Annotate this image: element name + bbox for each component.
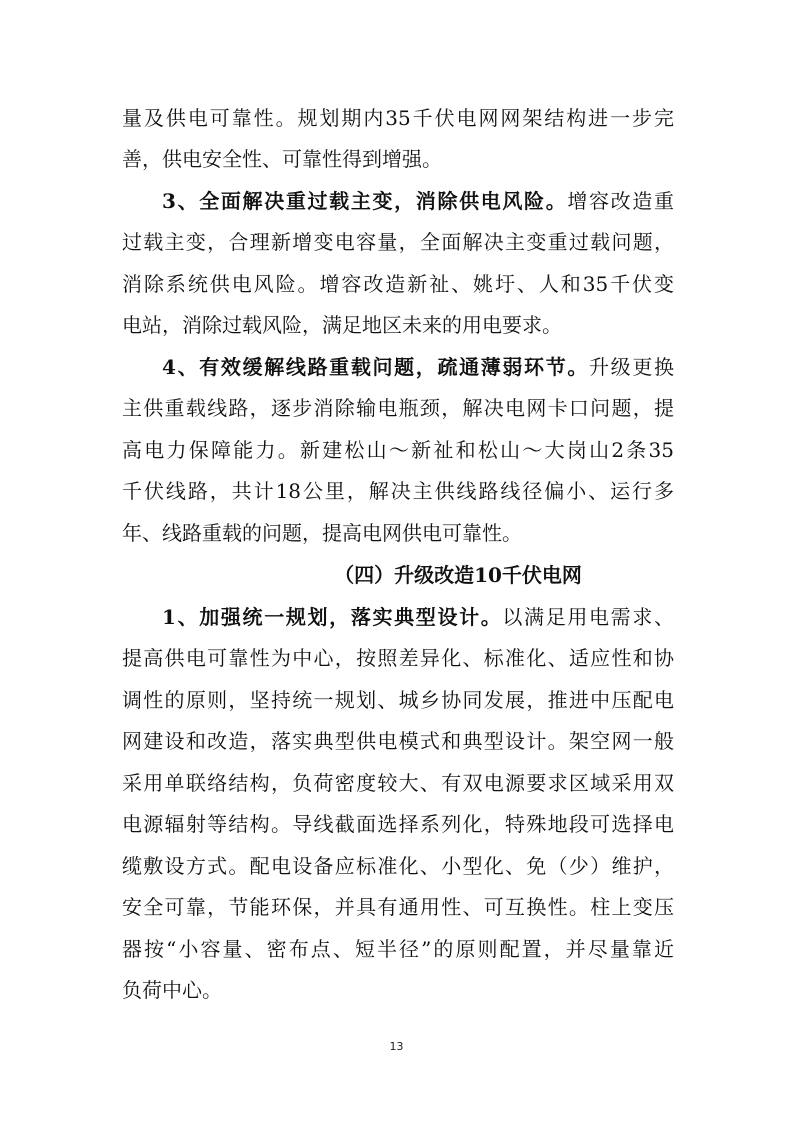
text-line: 电源辐射等结构。导线截面选择系列化，特殊地段可选择电 [122, 812, 674, 836]
text-line: 量及供电可靠性。规划期内35千伏电网网架结构进一步完 [122, 106, 674, 130]
text-line: 主供重载线路，逐步消除输电瓶颈，解决电网卡口问题，提 [122, 396, 674, 420]
text-line: 善，供电安全性、可靠性得到增强。 [122, 147, 442, 171]
item-1-first-line [162, 603, 674, 631]
text-line: 调性的原则，坚持统一规划、城乡协同发展，推进中压配电 [122, 688, 674, 712]
text-line: 网建设和改造，落实典型供电模式和典型设计。架空网一般 [122, 729, 674, 753]
text-line: 消除系统供电风险。增容改造新祉、姚圩、人和35千伏变 [122, 272, 674, 296]
text-line: 千伏线路，共计18公里，解决主供线路线径偏小、运行多 [122, 479, 674, 503]
text-line: 过载主变，合理新增变电容量，全面解决主变重过载问题， [122, 230, 674, 254]
text-line: 高电力保障能力。新建松山～新祉和松山～大岗山2条35 [122, 438, 674, 462]
text-line: 负荷中心。 [122, 978, 222, 1002]
text-line: 提高供电可靠性为中心，按照差异化、标准化、适应性和协 [122, 646, 674, 670]
text-line: 安全可靠，节能环保，并具有通用性、可互换性。柱上变压 [122, 895, 674, 919]
text-line: 年、线路重载的问题，提高电网供电可靠性。 [122, 521, 522, 545]
item-3-first-line [162, 187, 674, 215]
section-heading: （四）升级改造10千伏电网 [334, 563, 582, 587]
text-line: 器按“小容量、密布点、短半径”的原则配置，并尽量靠近 [122, 937, 674, 961]
text-line: 增容改造重 [567, 189, 674, 213]
text-line: 采用单联络结构，负荷密度较大、有双电源要求区域采用双 [122, 771, 674, 795]
text-line: 以满足用电需求、 [502, 605, 674, 629]
item-4-heading: 4、有效缓解线路重载问题，疏通薄弱环节。 [162, 355, 590, 379]
page-number: 13 [389, 1040, 404, 1053]
text-line: 升级更换 [589, 355, 674, 379]
item-1-heading: 1、加强统一规划，落实典型设计。 [162, 605, 503, 629]
item-3-heading: 3、全面解决重过载主变，消除供电风险。 [162, 189, 568, 213]
text-line: 缆敷设方式。配电设备应标准化、小型化、免（少）维护， [122, 854, 674, 878]
item-4-first-line [162, 353, 674, 381]
text-line: 电站，消除过载风险，满足地区未来的用电要求。 [122, 313, 562, 337]
